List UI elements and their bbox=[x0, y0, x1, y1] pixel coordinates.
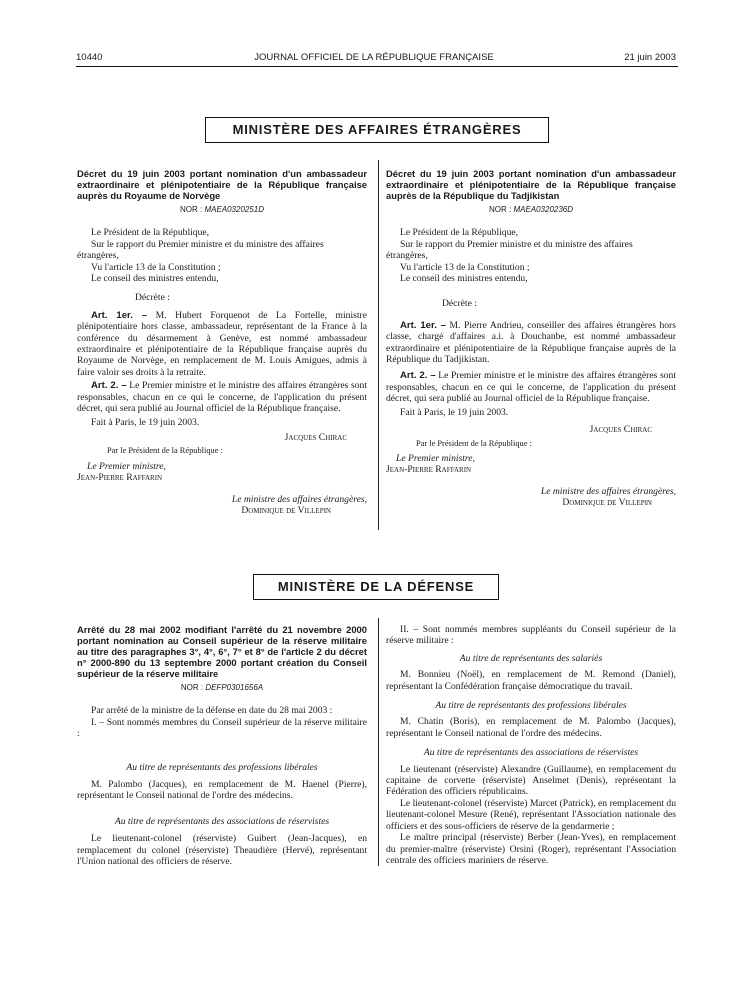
decree-title: Décret du 19 juin 2003 portant nomination d'un ambassadeur extraordinaire et plénipotentiaire de la République française auprès du Royaume de Norvège bbox=[77, 168, 367, 201]
decree-norvege bbox=[77, 168, 367, 516]
preamble-line: Vu l'article 13 de la Constitution ; bbox=[400, 261, 530, 273]
nomination-paragraph: Le lieutenant-colonel (réserviste) Guibert (Jean-Jacques), en remplacement du colonel (réserviste) Theaudière (Hervé), représentant l'Union national des officiers de réserve. bbox=[77, 833, 367, 868]
nor-label: NOR : bbox=[488, 205, 512, 214]
item-i: I. – Sont nommés membres du Conseil supérieur de la réserve militaire : bbox=[77, 716, 367, 740]
preamble-line: Le conseil des ministres entendu, bbox=[91, 273, 219, 285]
signature-president: Jacques Chirac bbox=[284, 431, 347, 443]
nor-code: MAEA0320251D bbox=[204, 205, 265, 214]
fait-a-paris: Fait à Paris, le 19 juin 2003. bbox=[400, 406, 509, 418]
premier-ministre-role: Le Premier ministre, bbox=[87, 460, 166, 472]
nor-reference bbox=[77, 204, 367, 215]
nor-code: MAEA0320236D bbox=[513, 205, 574, 214]
subheading: Au titre de représentants des salariés bbox=[459, 652, 603, 664]
par-le-president: Par le Président de la République : bbox=[416, 438, 532, 448]
nomination-paragraph: Le maître principal (réserviste) Berber (Jean-Yves), en remplacement du premier-maître (réserviste) Orsini (Roger), représentant l'Association centrale des officiers mariniers de réserve. bbox=[386, 832, 676, 866]
arrete-title: Arrêté du 28 mai 2002 modifiant l'arrêté du 21 novembre 2000 portant nomination au Conseil supérieur de la réserve militaire au titre des paragraphes 3°, 4°, 6°, 7° et 8° de l'article 2 du décret n° 2000-890 du 13 septembre 2000 portant création du Conseil supérieur de la réserve militaire bbox=[77, 624, 367, 679]
arrete-reserve-militaire bbox=[77, 624, 367, 867]
article-text: Le Premier ministre et le ministre des affaires étrangères sont responsables, chacun en ce qui le concerne, de l'application du présent décret, qui sera publié au Journal officiel de la République française. bbox=[386, 370, 676, 405]
column-divider bbox=[378, 160, 379, 530]
preamble-line: Le Président de la République, bbox=[400, 227, 519, 239]
issue-date: 21 juin 2003 bbox=[624, 52, 676, 63]
par-le-president: Par le Président de la République : bbox=[107, 446, 223, 456]
article-2 bbox=[77, 380, 367, 414]
preamble-line: Sur le rapport du Premier ministre et du ministre des affaires étrangères, bbox=[386, 238, 633, 262]
decree-tadjikistan bbox=[386, 168, 676, 509]
subheading: Au titre de représentants des associations de réservistes bbox=[423, 747, 639, 759]
preamble-line: Vu l'article 13 de la Constitution ; bbox=[91, 261, 221, 273]
premier-ministre-name: Jean-Pierre Raffarin bbox=[77, 472, 163, 484]
arrete-continued bbox=[386, 624, 676, 866]
article-text: M. Hubert Forquenot de La Fortelle, ministre plénipotentiaire hors classe, ambassadeur, représentant de la France à la conférence du désarmement à Genève, est nommé ambassadeur extraordinaire et plénipotentiaire de la République française auprès du Royaume de Norvège, en remplacement de M. Louis Amigues, admis à faire valoir ses droits à la retraite. bbox=[77, 309, 367, 378]
arrete-intro: Par arrêté de la ministre de la défense en date du 28 mai 2003 : bbox=[91, 705, 333, 717]
column-divider bbox=[378, 618, 379, 866]
preamble-line: Sur le rapport du Premier ministre et du ministre des affaires étrangères, bbox=[77, 238, 324, 262]
nor-reference bbox=[77, 682, 367, 693]
article-2 bbox=[386, 370, 676, 404]
subheading: Au titre de représentants des professions libérales bbox=[435, 700, 627, 712]
article-label: Art. 1er. – bbox=[400, 319, 446, 331]
journal-title: JOURNAL OFFICIEL DE LA RÉPUBLIQUE FRANÇAISE bbox=[254, 52, 494, 63]
nomination-paragraph: Le lieutenant (réserviste) Alexandre (Guillaume), en remplacement du capitaine de corvette (réserviste) Anselmet (Denis), représentant la Fédération des officiers républicains. bbox=[386, 763, 676, 798]
ministre-name: Dominique de Villepin bbox=[241, 504, 331, 516]
ministre-name: Dominique de Villepin bbox=[562, 497, 652, 509]
article-1 bbox=[77, 310, 367, 378]
decrete-label: Décrète : bbox=[442, 298, 477, 310]
article-label: Art. 2. – bbox=[400, 370, 436, 382]
nor-code: DEFP0301656A bbox=[205, 683, 264, 692]
nor-label: NOR : bbox=[179, 205, 203, 214]
nor-label: NOR : bbox=[180, 683, 204, 692]
ministre-role: Le ministre des affaires étrangères, bbox=[540, 485, 676, 497]
premier-ministre-name: Jean-Pierre Raffarin bbox=[386, 464, 472, 476]
nomination-paragraph: M. Palombo (Jacques), en remplacement de M. Haenel (Pierre), représentant le Conseil national de l'ordre des médecins. bbox=[77, 779, 367, 802]
preamble-line: Le conseil des ministres entendu, bbox=[400, 273, 528, 285]
article-label: Art. 1er. – bbox=[91, 309, 148, 321]
article-label: Art. 2. – bbox=[91, 380, 127, 392]
article-text: Le Premier ministre et le ministre des affaires étrangères sont responsables, chacun en ce qui le concerne, de l'application du présent décret, qui sera publié au Journal officiel de la République française. bbox=[77, 380, 367, 415]
header-rule bbox=[76, 66, 678, 67]
premier-ministre-role: Le Premier ministre, bbox=[396, 452, 475, 464]
subheading: Au titre de représentants des professions libérales bbox=[126, 761, 318, 773]
preamble-line: Le Président de la République, bbox=[91, 227, 210, 239]
nomination-paragraph: Le lieutenant-colonel (réserviste) Marcet (Patrick), en remplacement du lieutenant-colonel Mesure (René), représentant l'Association nationale des officiers et des sous-officiers de réserve de la gendarmerie ; bbox=[386, 797, 676, 832]
decrete-label: Décrète : bbox=[135, 292, 170, 304]
decree-title: Décret du 19 juin 2003 portant nomination d'un ambassadeur extraordinaire et plénipotentiaire de la République française auprès de la République du Tadjikistan bbox=[386, 168, 676, 201]
ministry-heading-affaires-etrangeres: MINISTÈRE DES AFFAIRES ÉTRANGÈRES bbox=[205, 117, 549, 143]
nomination-paragraph: M. Chatin (Boris), en remplacement de M. Palombo (Jacques), représentant le Conseil national de l'ordre des médecins. bbox=[386, 716, 676, 739]
article-1 bbox=[386, 320, 676, 366]
ministre-role: Le ministre des affaires étrangères, bbox=[231, 493, 367, 505]
ministry-heading-defense: MINISTÈRE DE LA DÉFENSE bbox=[253, 574, 499, 600]
page-number: 10440 bbox=[76, 52, 103, 63]
nor-reference bbox=[386, 204, 676, 215]
subheading: Au titre de représentants des associations de réservistes bbox=[114, 815, 330, 827]
fait-a-paris: Fait à Paris, le 19 juin 2003. bbox=[91, 416, 200, 428]
nomination-paragraph: M. Bonnieu (Noël), en remplacement de M. Remond (Daniel), représentant la Confédération française démocratique du travail. bbox=[386, 669, 676, 692]
item-ii: II. – Sont nommés membres suppléants du Conseil supérieur de la réserve militaire : bbox=[386, 624, 676, 647]
article-text: M. Pierre Andrieu, conseiller des affaires étrangères hors classe, chargé d'affaires a.i. à Douchanbe, est nommé ambassadeur extraordinaire et plénipotentiaire de la République française auprès de la République du Tadjikistan. bbox=[386, 319, 676, 366]
signature-president: Jacques Chirac bbox=[589, 424, 652, 436]
